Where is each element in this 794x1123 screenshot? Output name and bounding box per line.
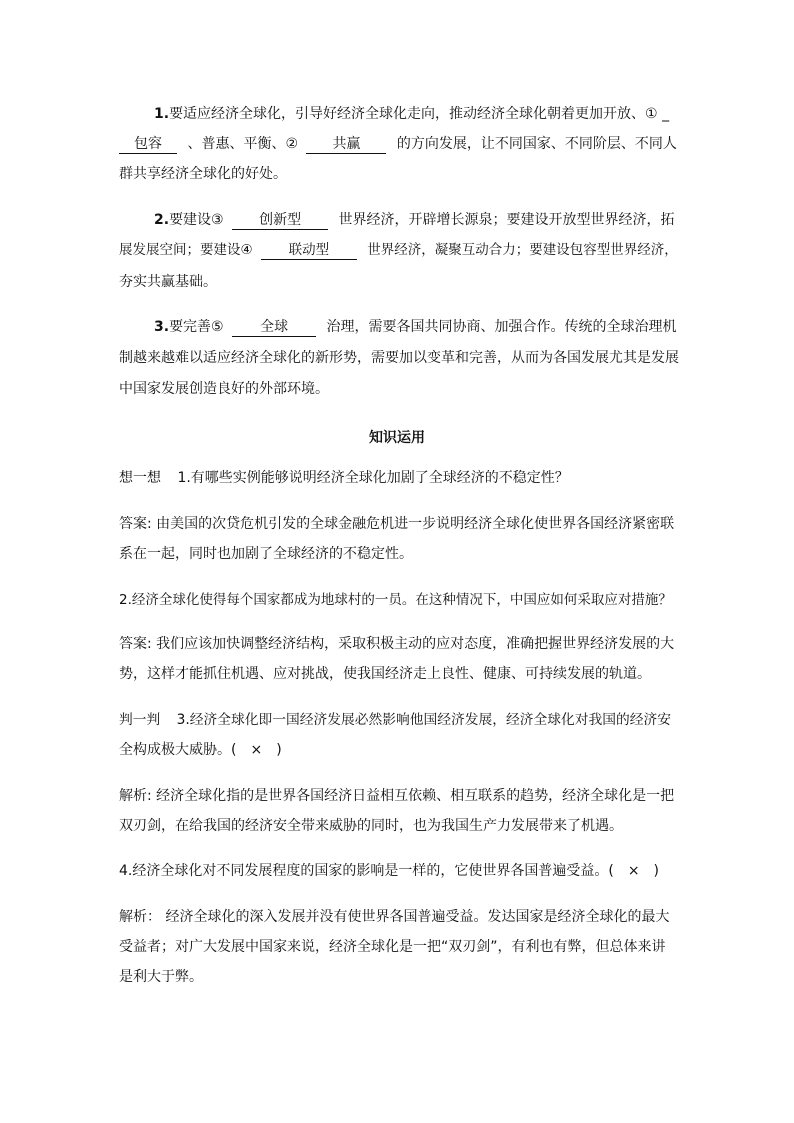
analysis-3-line-1: 解析: 经济全球化指的是世界各国经济日益相互依赖、相互联系的趋势，经济全球化是一把 (119, 788, 675, 804)
section-2-text-b: 世界经济，开辟增长源泉；要建设开放型世界经济，拓 (338, 212, 675, 228)
question-4: 4.经济全球化对不同发展程度的国家的影响是一样的，它使世界各国普遍受益。( × ) (119, 863, 660, 879)
section-3-text-d: 中国家发展创造良好的外部环境。 (119, 381, 329, 397)
blank-1-prefix: _ (662, 106, 670, 122)
section-3-text-a: 要完善⑤ (169, 319, 224, 335)
analysis-4-line-2: 受益者；对广大发展中国家来说，经济全球化是一把“双刃剑”，有利也有弊，但总体来讲 (119, 939, 666, 955)
section-3-text-c: 制越来越难以适应经济全球化的新形势，需要加以变革和完善，从而为各国发展尤其是发展 (119, 350, 679, 366)
question-3-line-2: 全构成极大威胁。( × ) (119, 742, 282, 758)
question-1-prefix: 想一想 (119, 470, 161, 486)
answer-1-line-1: 答案: 由美国的次贷危机引发的全球金融危机进一步说明经济全球化使世界各国经济紧密联 (119, 516, 675, 532)
analysis-3-line-2: 双刃剑，在给我国的经济安全带来威胁的同时，也为我国生产力发展带来了机遇。 (119, 818, 623, 834)
question-1-text: 1.有哪些实例能够说明经济全球化加剧了全球经济的不稳定性？ (177, 470, 569, 486)
answer-1-line-2: 系在一起，同时也加剧了全球经济的不稳定性。 (119, 546, 413, 562)
section-2-text-c: 展发展空间；要建设④ (119, 242, 253, 258)
section-3-number: 3. (154, 319, 170, 335)
blank-5-answer: 全球 (232, 319, 316, 337)
section-1-text-a: 要适应经济全球化，引导好经济全球化走向，推动经济全球化朝着更加开放、① (169, 106, 658, 122)
question-3-text: 3.经济全球化即一国经济发展必然影响他国经济发展，经济全球化对我国的经济安 (176, 712, 672, 728)
section-1-number: 1. (154, 106, 170, 122)
section-1-line-1 (154, 104, 669, 124)
blank-1-answer: 包容 (119, 136, 177, 154)
section-3-line-2 (119, 348, 679, 368)
section-1-text-c: 的方向发展，让不同国家、不同阶层、不同人 (396, 136, 677, 152)
question-1 (119, 468, 569, 488)
section-2-text-a: 要建设③ (169, 212, 224, 228)
section-3-line-1 (154, 317, 677, 337)
answer-2-line-2: 势，这样才能抓住机遇、应对挑战，使我国经济走上良性、健康、可持续发展的轨道。 (119, 666, 651, 682)
section-2-text-e: 夯实共赢基础。 (119, 274, 217, 290)
section-2-line-3 (119, 272, 217, 292)
section-1-text-d: 群共享经济全球化的好处。 (119, 166, 287, 182)
section-2-line-2 (119, 240, 678, 260)
section-1-text-b: 、普惠、平衡、② (187, 136, 299, 152)
blank-2-answer: 共赢 (306, 136, 386, 154)
blank-3-answer: 创新型 (232, 212, 328, 230)
section-3-text-b: 治理，需要各国共同协商、加强合作。传统的全球治理机 (326, 319, 677, 335)
analysis-4-line-1: 解析： 经济全球化的深入发展并没有使世界各国普遍受益。发达国家是经济全球化的最大 (119, 909, 670, 925)
blank-4-answer: 联动型 (261, 242, 357, 260)
section-2-text-d: 世界经济，凝聚互动合力；要建设包容型世界经济， (367, 242, 678, 258)
question-2: 2.经济全球化使得每个国家都成为地球村的一员。在这种情况下，中国应如何采取应对措施？ (119, 592, 672, 608)
section-2-number: 2. (154, 212, 170, 228)
question-3-line-1 (119, 710, 671, 730)
section-1-line-2 (119, 134, 677, 154)
section-2-line-1 (154, 210, 675, 230)
question-3-prefix: 判一判 (119, 712, 161, 728)
section-3-line-3 (119, 379, 329, 399)
analysis-4-line-3: 是利大于弊。 (119, 969, 203, 985)
section-1-line-3 (119, 164, 287, 184)
answer-2-line-1: 答案: 我们应该加快调整经济结构，采取积极主动的应对态度，准确把握世界经济发展的大 (119, 636, 675, 652)
section-heading: 知识运用 (369, 430, 425, 446)
